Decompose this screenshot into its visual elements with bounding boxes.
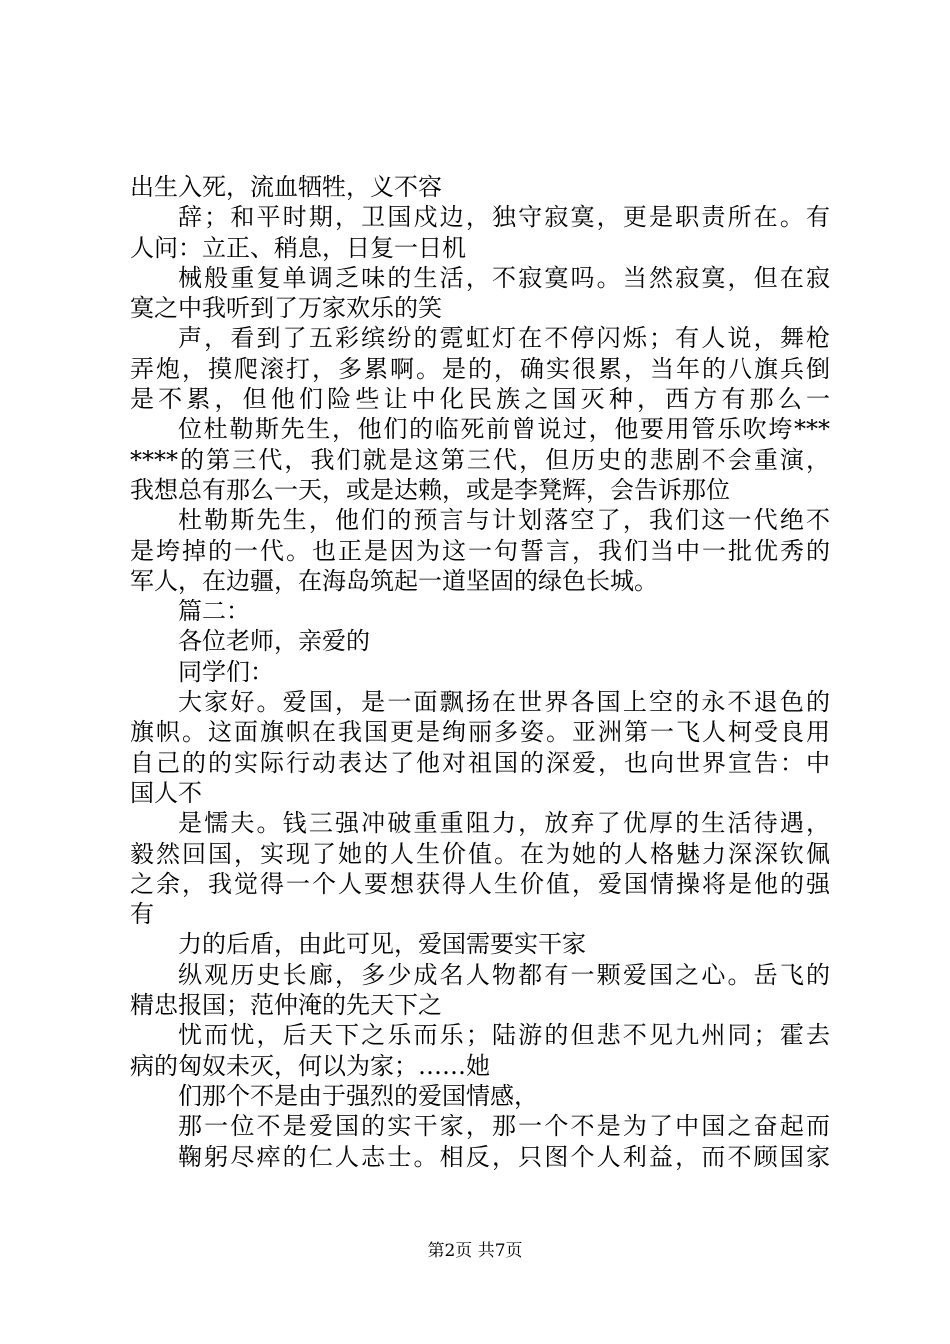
text-line: 们那个不是由于强烈的爱国情感， <box>178 1081 538 1110</box>
text-line: 位杜勒斯先生，他们的临死前曾说过，他要用管乐吹垮*** <box>178 415 830 444</box>
text-line: 病的匈奴未灭，何以为家；……她 <box>130 1051 490 1080</box>
text-line: 毅然回国，实现了她的人生价值。在为她的人格魅力深深钦佩 <box>130 839 830 868</box>
text-line: 是垮掉的一代。也正是因为这一句誓言，我们当中一批优秀的 <box>130 536 830 565</box>
text-line: 各位老师，亲爱的 <box>178 627 370 656</box>
text-line: 自己的的实际行动表达了他对祖国的深爱，也向世界宣告：中 <box>130 748 830 777</box>
text-line: 精忠报国；范仲淹的先天下之 <box>130 991 442 1020</box>
text-line: 声，看到了五彩缤纷的霓虹灯在不停闪烁；有人说，舞枪 <box>178 324 830 353</box>
text-line: 力的后盾，由此可见，爱国需要实干家 <box>178 930 586 959</box>
text-line: 出生入死，流血牺牲，义不容 <box>130 173 442 201</box>
text-line: 纵观历史长廊，多少成名人物都有一颗爱国之心。岳飞的 <box>178 960 830 989</box>
text-line: 杜勒斯先生，他们的预言与计划落空了，我们这一代绝不 <box>178 506 830 535</box>
text-line: 弄炮，摸爬滚打，多累啊。是的，确实很累，当年的八旗兵倒 <box>130 354 830 383</box>
text-line: 军人，在边疆，在海岛筑起一道坚固的绿色长城。 <box>130 566 658 595</box>
page-number-footer: 第2页 共7页 <box>427 1241 523 1261</box>
text-line: 大家好。爱国，是一面飘扬在世界各国上空的永不退色的 <box>178 688 830 717</box>
text-line: 辞；和平时期，卫国戍边，独守寂寞，更是职责所在。有 <box>178 203 830 232</box>
text-line: 有 <box>130 900 154 929</box>
text-line: 寞之中我听到了万家欢乐的笑 <box>130 294 442 323</box>
text-line: 国人不 <box>130 778 202 807</box>
text-line: 之余，我觉得一个人要想获得人生价值，爱国情操将是他的强 <box>130 869 830 898</box>
text-line: 同学们： <box>178 657 274 686</box>
text-line: 忧而忧，后天下之乐而乐；陆游的但悲不见九州同；霍去 <box>178 1021 830 1050</box>
text-line: 械般重复单调乏味的生活，不寂寞吗。当然寂寞，但在寂 <box>178 263 830 292</box>
text-line: 是懦夫。钱三强冲破重重阻力，放弃了优厚的生活待遇， <box>178 809 830 838</box>
text-line: ****的第三代，我们就是这第三代，但历史的悲剧不会重演， <box>130 445 830 474</box>
text-line: 我想总有那么一天，或是达赖，或是李凳辉，会告诉那位 <box>130 475 730 504</box>
text-line: 旗帜。这面旗帜在我国更是绚丽多姿。亚洲第一飞人柯受良用 <box>130 718 830 747</box>
text-line: 那一位不是爱国的实干家，那一个不是为了中国之奋起而 <box>178 1112 830 1141</box>
text-line: 鞠躬尽瘁的仁人志士。相反，只图个人利益，而不顾国家 <box>178 1142 830 1171</box>
text-line: 是不累，但他们险些让中化民族之国灭种，西方有那么一 <box>130 385 830 414</box>
document-body <box>130 172 830 1172</box>
text-line: 人问：立正、稍息，日复一日机 <box>130 233 466 262</box>
section-heading: 篇二： <box>178 597 250 626</box>
